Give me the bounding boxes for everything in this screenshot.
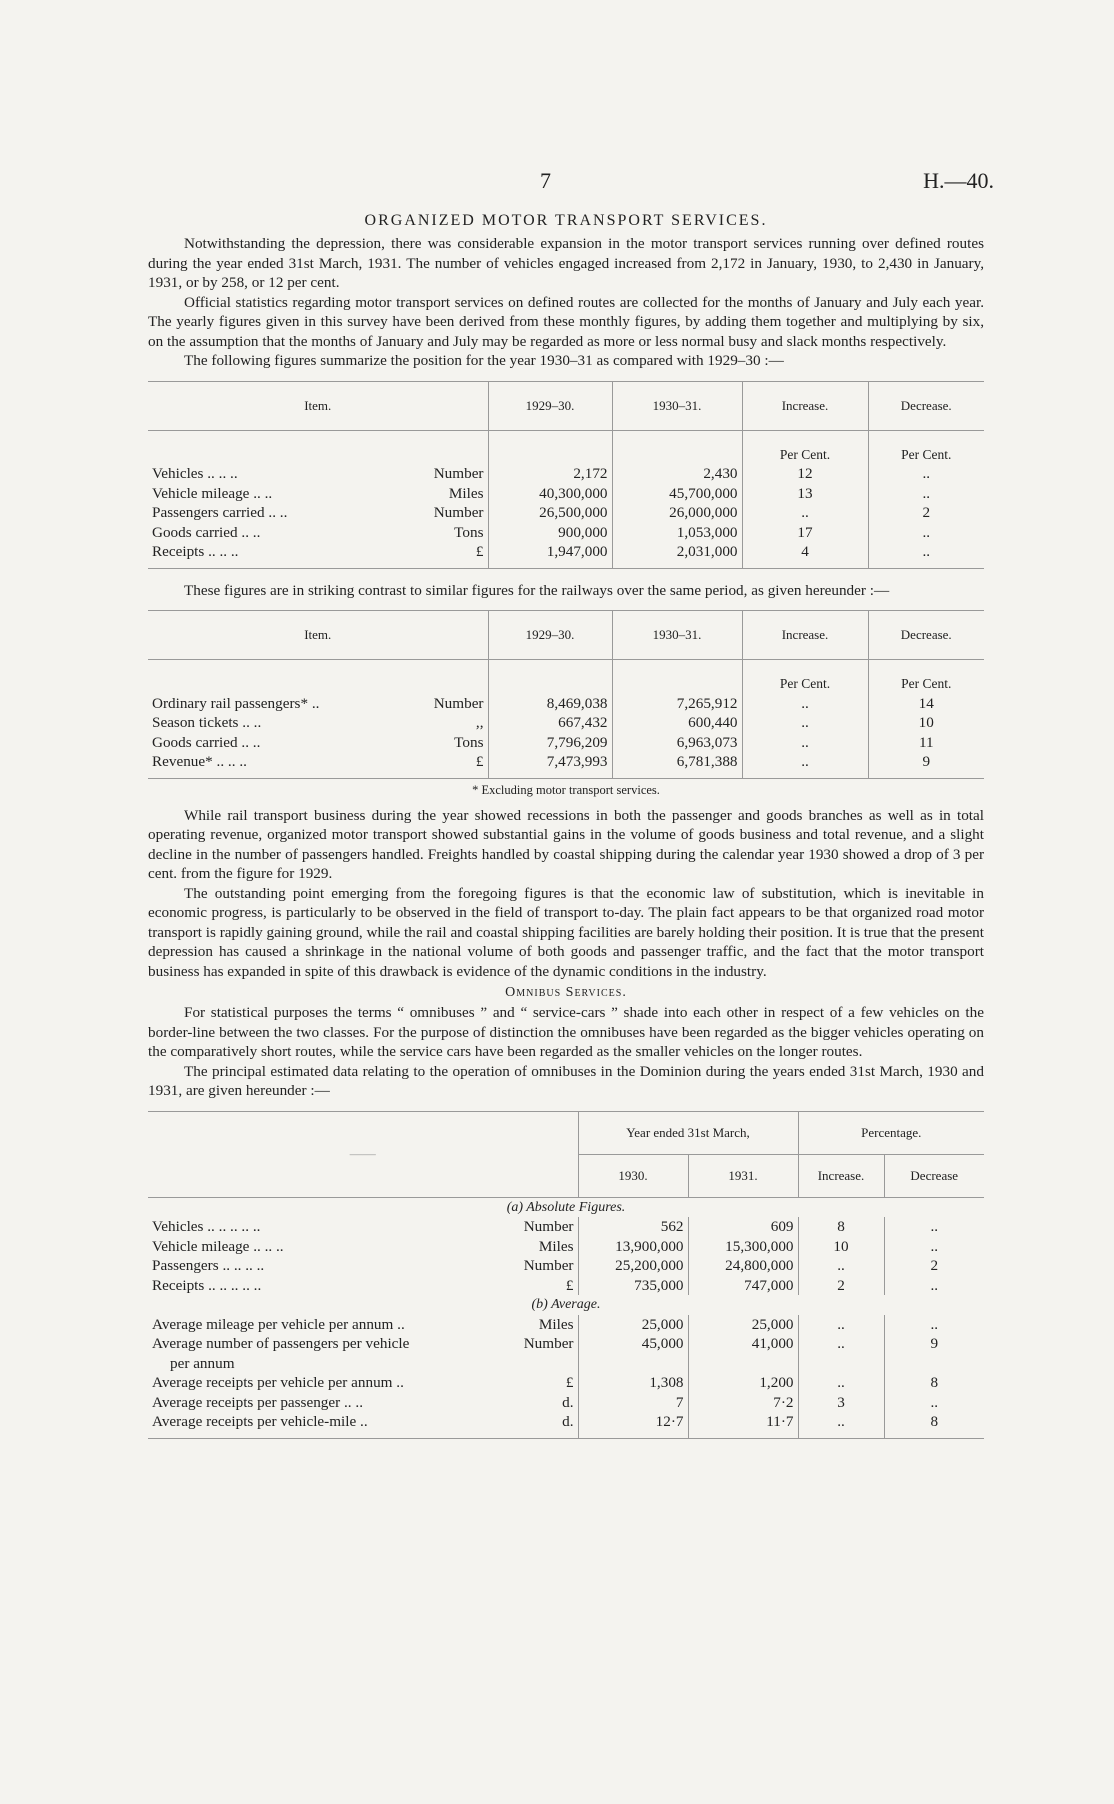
row-label-text: per annum: [170, 1354, 235, 1372]
value-decrease: 8: [884, 1412, 984, 1438]
value-increase: ..: [798, 1412, 884, 1438]
value-decrease: 2: [884, 1256, 984, 1276]
leader-dots: .. .. ..: [216, 753, 247, 770]
header-decrease: Decrease.: [868, 611, 984, 660]
row-label: [148, 713, 388, 733]
section-label: (b) Average.: [531, 1297, 601, 1312]
value-decrease: 10: [868, 713, 984, 733]
section-absolute-figures: [148, 1197, 984, 1217]
table-row: [148, 1373, 984, 1393]
header-increase: Increase.: [742, 381, 868, 430]
value-year-1931: 24,800,000: [688, 1256, 798, 1276]
table-row: [148, 503, 984, 523]
value-year-2: 600,440: [612, 713, 742, 733]
railway-table: [148, 610, 984, 779]
table-row: [148, 464, 984, 484]
value-decrease: ..: [884, 1217, 984, 1237]
value-decrease: ..: [868, 523, 984, 543]
value-year-1930: 7: [578, 1393, 688, 1413]
value-year-2: 26,000,000: [612, 503, 742, 523]
table-row: [148, 752, 984, 778]
row-label: [148, 1412, 498, 1438]
row-label: [148, 1237, 498, 1257]
value-year-1: 7,796,209: [488, 733, 612, 753]
row-unit: Number: [433, 694, 484, 712]
value-year-1: 667,432: [488, 713, 612, 733]
row-label-text: Passengers carried: [152, 504, 265, 521]
row-unit: Number: [523, 1335, 574, 1352]
leader-dots: .. .. .. .. ..: [208, 1276, 262, 1294]
value-year-1931: 41,000: [688, 1334, 798, 1354]
header-decrease: Decrease: [884, 1154, 984, 1197]
value-increase: 10: [798, 1237, 884, 1257]
paragraph-5: While rail transport business during the year showed recessions in both the passenger and goods branches as well as in total operating revenue, organized motor transport showed substantial gains in the volume of goods business and total revenue, and a slight decline in the number of passengers handled. Freights handled by coastal shipping during the calendar year 1930 showed a drop of 3 per cent. from the figure for 1929.: [148, 806, 984, 882]
row-unit: Number: [433, 504, 484, 521]
value-year-1930: 735,000: [578, 1276, 688, 1296]
leader-dots: .. .. ..: [207, 465, 238, 482]
row-label-text: Vehicle mileage: [152, 1237, 250, 1255]
value-increase: ..: [798, 1334, 884, 1354]
row-unit: d.: [498, 1412, 578, 1438]
value-increase: 3: [798, 1393, 884, 1413]
header-item: Item.: [148, 381, 488, 430]
leader-dots: .. ..: [241, 523, 261, 541]
value-year-1931: 15,300,000: [688, 1237, 798, 1257]
blank-cell: [388, 430, 488, 464]
header-blank: ——: [148, 1111, 578, 1197]
railway-footnote: * Excluding motor transport services.: [472, 782, 660, 797]
paragraph-3: The following figures summarize the position for the year 1930–31 as compared with 1929–30 :—: [184, 352, 784, 369]
table-row: [148, 1256, 984, 1276]
header-1929-30: 1929–30.: [488, 611, 612, 660]
omnibus-heading: Omnibus Services.: [505, 985, 627, 1000]
section-average: [148, 1295, 984, 1315]
row-label: [148, 1276, 498, 1296]
row-label: [148, 464, 388, 484]
blank-cell: [388, 660, 488, 694]
row-label-text: Revenue*: [152, 753, 213, 770]
value-year-1930: 1,308: [578, 1373, 688, 1393]
value-increase: ..: [798, 1373, 884, 1393]
header-1931: 1931.: [688, 1154, 798, 1197]
value-year-1: 900,000: [488, 523, 612, 543]
row-unit: £: [565, 1276, 574, 1294]
table-row: [148, 1237, 984, 1257]
per-cent-label: Per Cent.: [742, 660, 868, 694]
value-year-1931: 1,200: [688, 1373, 798, 1393]
value-decrease: ..: [884, 1393, 984, 1413]
table-row: [148, 542, 984, 568]
leader-dots: .. .. ..: [253, 1237, 284, 1255]
leader-dots: ..: [396, 1374, 404, 1391]
row-label-text: Season tickets: [152, 714, 239, 731]
header-increase: Increase.: [742, 611, 868, 660]
value-increase: 8: [798, 1217, 884, 1237]
row-label: [148, 542, 388, 568]
value-year-1930: 13,900,000: [578, 1237, 688, 1257]
value-increase: 4: [742, 542, 868, 568]
per-cent-row: [148, 660, 984, 694]
blank-cell: [148, 660, 388, 694]
paragraph-6: The outstanding point emerging from the foregoing figures is that the economic law of substitution, which is inevitable in economic progress, is particularly to be observed in the field of transport to-day. The plain fact appears to be that organized road motor transport is rapidly gaining ground, while the rail and coastal shipping facilities are barely holding their position. It is true that the present depression has caused a shrinkage in the national volume of both goods and passenger traffic, and the fact that the motor transport business has expanded in spite of this drawback is evidence of the dynamic conditions in the industry.: [148, 884, 984, 980]
header-1930-31: 1930–31.: [612, 381, 742, 430]
header-year-ended: Year ended 31st March,: [578, 1111, 798, 1154]
value-increase: 13: [742, 484, 868, 504]
value-year-2: 7,265,912: [612, 694, 742, 714]
table-row: [148, 1393, 984, 1413]
row-label: [148, 1334, 498, 1354]
table-row: [148, 713, 984, 733]
row-unit: Number: [523, 1218, 574, 1235]
value-year-1: 7,473,993: [488, 752, 612, 778]
row-unit: £: [388, 542, 488, 568]
table-row: [148, 1412, 984, 1438]
page-title: ORGANIZED MOTOR TRANSPORT SERVICES.: [364, 212, 768, 229]
paragraph-1: Notwithstanding the depression, there was considerable expansion in the motor transport services running over defined routes during the year ended 31st March, 1931. The number of vehicles engaged increased from 2,172 in January, 1930, to 2,430 in January, 1931, or by 258, or 12 per cent.: [148, 235, 984, 291]
value-increase: 17: [742, 523, 868, 543]
value-year-1930: 562: [578, 1217, 688, 1237]
value-year-1931: 7·2: [688, 1393, 798, 1413]
blank-cell: [612, 430, 742, 464]
value-year-1: 1,947,000: [488, 542, 612, 568]
value-year-1: 8,469,038: [488, 694, 612, 714]
value-year-1: 26,500,000: [488, 503, 612, 523]
value-year-1931: [688, 1354, 798, 1374]
header-1930: 1930.: [578, 1154, 688, 1197]
leader-dots: ..: [311, 694, 320, 712]
blank-cell: [488, 430, 612, 464]
value-increase: [798, 1354, 884, 1374]
value-increase: ..: [742, 733, 868, 753]
value-decrease: 9: [868, 752, 984, 778]
value-year-2: 2,430: [612, 464, 742, 484]
table-row: [148, 484, 984, 504]
value-decrease: ..: [868, 542, 984, 568]
row-label: [148, 752, 388, 778]
table-row: [148, 694, 984, 714]
leader-dots: .. ..: [344, 1393, 363, 1411]
per-cent-row: [148, 430, 984, 464]
value-year-2: 2,031,000: [612, 542, 742, 568]
row-label: [148, 733, 388, 753]
row-unit: Number: [433, 465, 484, 482]
value-decrease: ..: [884, 1315, 984, 1335]
paragraph-4: These figures are in striking contrast to similar figures for the railways over the same period, as given hereunder :—: [184, 581, 890, 599]
leader-dots: .. .. .. ..: [222, 1257, 265, 1274]
value-decrease: 11: [868, 733, 984, 753]
value-year-1931: 609: [688, 1217, 798, 1237]
motor-transport-table: [148, 381, 984, 569]
row-label-text: Average receipts per vehicle per annum: [152, 1374, 393, 1391]
header-increase: Increase.: [798, 1154, 884, 1197]
omnibus-table: [148, 1111, 984, 1439]
row-label-text: Vehicles: [152, 465, 204, 482]
row-unit: ,,: [475, 714, 484, 731]
leader-dots: .. ..: [242, 714, 262, 731]
table-row: [148, 1276, 984, 1296]
table-row: [148, 733, 984, 753]
value-decrease: ..: [884, 1237, 984, 1257]
row-label-text: Ordinary rail passengers*: [152, 694, 309, 712]
paragraph-8: The principal estimated data relating to the operation of omnibuses in the Dominion during the years ended 31st March, 1930 and 1931, are given hereunder :—: [148, 1062, 984, 1099]
main-column: [148, 212, 984, 1439]
value-year-1930: 25,000: [578, 1315, 688, 1335]
value-year-1930: [578, 1354, 688, 1374]
value-decrease: 8: [884, 1373, 984, 1393]
section-label: (a) Absolute Figures.: [506, 1199, 626, 1215]
row-label-text: Average mileage per vehicle per annum: [152, 1315, 394, 1333]
per-cent-label: Per Cent.: [868, 660, 984, 694]
row-label: [148, 1373, 498, 1393]
per-cent-label: Per Cent.: [868, 430, 984, 464]
row-unit: Miles: [538, 1315, 574, 1333]
row-unit: £: [388, 752, 488, 778]
value-year-1931: 25,000: [688, 1315, 798, 1335]
row-label: [148, 523, 388, 543]
value-year-1930: 25,200,000: [578, 1256, 688, 1276]
value-decrease: 9: [884, 1334, 984, 1354]
row-label-text: Vehicle mileage: [152, 484, 250, 502]
table-row: [148, 1315, 984, 1335]
row-label-text: Receipts: [152, 1276, 205, 1294]
value-year-1: 40,300,000: [488, 484, 612, 504]
value-year-2: 45,700,000: [612, 484, 742, 504]
row-label-text: Vehicles: [152, 1218, 204, 1235]
page-number: 7: [540, 168, 551, 193]
row-unit: Miles: [538, 1237, 574, 1255]
value-decrease: 2: [868, 503, 984, 523]
value-increase: ..: [742, 713, 868, 733]
row-label-text: Average receipts per vehicle-mile: [152, 1413, 357, 1430]
leader-dots: ..: [397, 1315, 405, 1333]
table-row: [148, 1354, 984, 1374]
value-increase: ..: [798, 1315, 884, 1335]
value-increase: ..: [742, 694, 868, 714]
row-unit: Miles: [448, 484, 484, 502]
page-header: [0, 168, 1114, 198]
header-1929-30: 1929–30.: [488, 381, 612, 430]
value-decrease: [884, 1354, 984, 1374]
value-year-2: 1,053,000: [612, 523, 742, 543]
row-unit: d.: [562, 1393, 574, 1411]
blank-cell: [488, 660, 612, 694]
per-cent-label: Per Cent.: [742, 430, 868, 464]
value-year-2: 6,781,388: [612, 752, 742, 778]
table-row: [148, 1217, 984, 1237]
row-unit: [498, 1354, 578, 1374]
leader-dots: .. .. .. .. ..: [207, 1218, 261, 1235]
value-increase: 2: [798, 1276, 884, 1296]
value-decrease: ..: [868, 484, 984, 504]
table-row: [148, 1334, 984, 1354]
value-decrease: ..: [868, 464, 984, 484]
row-label-text: Passengers: [152, 1257, 219, 1274]
value-year-1931: 747,000: [688, 1276, 798, 1296]
row-label-text: Goods carried: [152, 523, 238, 541]
row-unit: Tons: [454, 523, 484, 541]
header-1930-31: 1930–31.: [612, 611, 742, 660]
row-label-text: Goods carried: [152, 733, 238, 751]
row-unit: £: [565, 1374, 574, 1391]
row-label: [148, 1354, 498, 1374]
document-reference: H.—40.: [923, 168, 994, 193]
row-label: [148, 694, 388, 714]
row-unit: Number: [523, 1257, 574, 1274]
row-label-text: Average number of passengers per vehicle: [152, 1335, 410, 1352]
row-label: [148, 1217, 498, 1237]
row-label: [148, 1256, 498, 1276]
leader-dots: .. ..: [268, 504, 288, 521]
row-label: [148, 484, 388, 504]
value-decrease: ..: [884, 1276, 984, 1296]
value-decrease: 14: [868, 694, 984, 714]
value-year-1: 2,172: [488, 464, 612, 484]
table-row: [148, 523, 984, 543]
value-increase: ..: [742, 503, 868, 523]
leader-dots: .. ..: [253, 484, 273, 502]
row-label: [148, 1393, 498, 1413]
value-year-1930: 45,000: [578, 1334, 688, 1354]
header-percentage: Percentage.: [798, 1111, 984, 1154]
header-decrease: Decrease.: [868, 381, 984, 430]
row-label: [148, 1315, 498, 1335]
leader-dots: ..: [360, 1413, 368, 1430]
value-year-2: 6,963,073: [612, 733, 742, 753]
leader-dots: .. .. ..: [208, 543, 239, 560]
value-increase: ..: [798, 1256, 884, 1276]
row-label-text: Receipts: [152, 543, 205, 560]
paragraph-7: For statistical purposes the terms “ omnibuses ” and “ service-cars ” shade into each other in respect of a few vehicles on the border-line between the two classes. For the purpose of distinction the omnibuses have been regarded as the bigger vehicles operating on the comparatively short routes, while the service cars have been regarded as the smaller vehicles on the longer routes.: [148, 1004, 984, 1060]
leader-dots: .. ..: [241, 733, 261, 751]
value-increase: ..: [742, 752, 868, 778]
blank-cell: [148, 430, 388, 464]
row-label: [148, 503, 388, 523]
blank-cell: [612, 660, 742, 694]
value-year-1931: 11·7: [688, 1412, 798, 1438]
row-label-text: Average receipts per passenger: [152, 1393, 341, 1411]
header-item: Item.: [148, 611, 488, 660]
value-increase: 12: [742, 464, 868, 484]
paragraph-2: Official statistics regarding motor transport services on defined routes are collected for the months of January and July each year. The yearly figures given in this survey have been derived from these monthly figures, by adding them together and multiplying by six, on the assumption that the months of January and July may be regarded as more or less normal busy and slack months respectively.: [148, 293, 984, 350]
row-unit: Tons: [454, 733, 484, 751]
value-year-1930: 12·7: [578, 1412, 688, 1438]
